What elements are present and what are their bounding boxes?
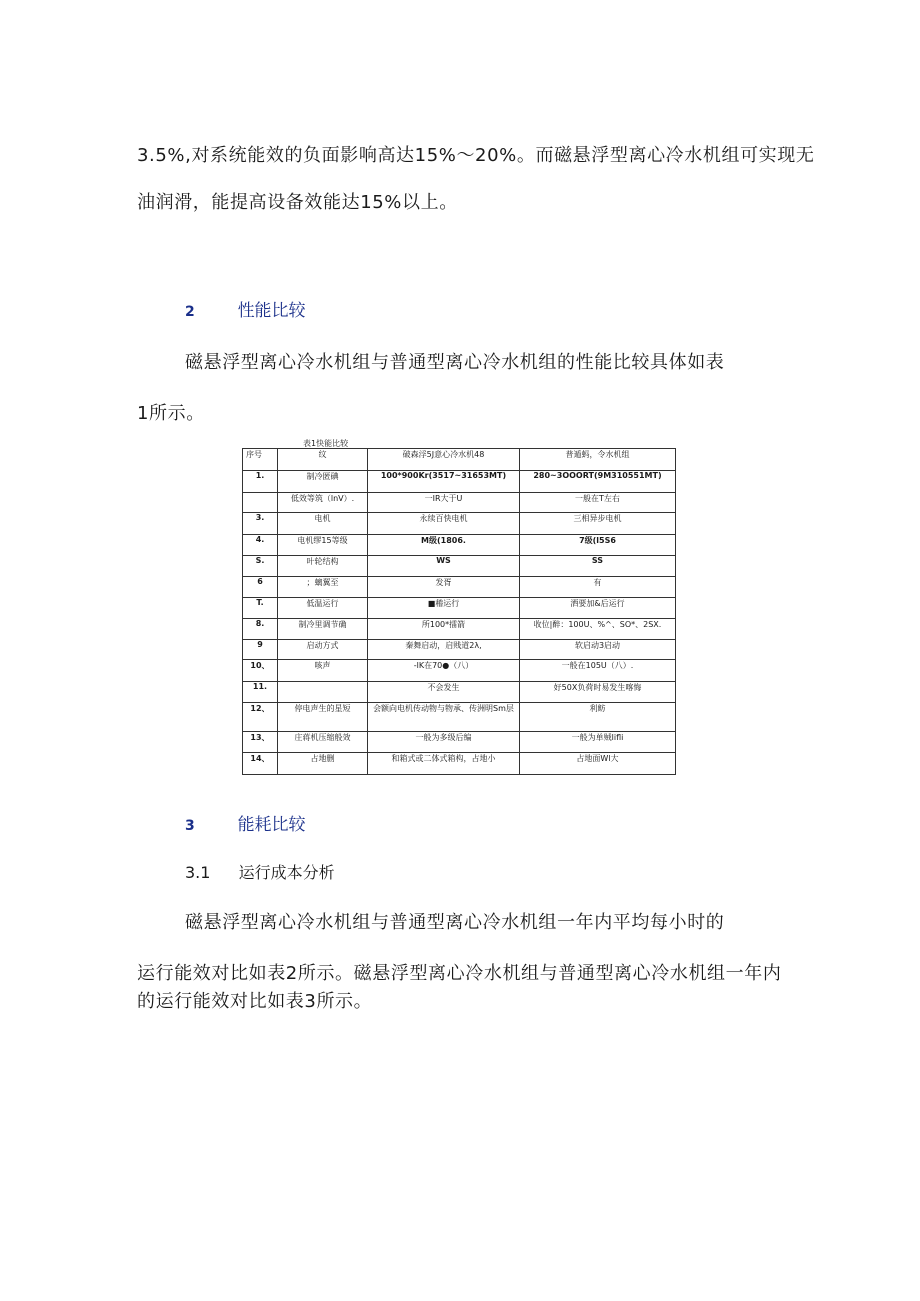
section-3-para-line-2: 运行能效对比如表2所示。磁悬浮型离心冷水机组与普通型离心冷水机组一年内 [137, 963, 782, 984]
table-cell: 软启动3启动 [520, 640, 676, 660]
table-cell: 秦舞启动，启贱道2λ, [368, 640, 520, 660]
table-cell: 10、 [243, 660, 278, 682]
table-cell: 4. [243, 535, 278, 556]
section-2-para-line-2: 1所示。 [137, 403, 205, 424]
table-row [243, 577, 676, 598]
subsection-number: 3.1 [185, 863, 211, 882]
section-number: 2 [185, 304, 195, 320]
section-2-para-line-1: 磁悬浮型离心冷水机组与普通型离心冷水机组的性能比较具体如表 [185, 352, 725, 373]
table-row [243, 640, 676, 660]
table-row [243, 471, 676, 493]
table-cell: 一般为多级后编 [368, 732, 520, 753]
table-cell: 制冷匿碘 [278, 471, 368, 493]
header-cell: 序号 [243, 449, 278, 471]
subsection-3-1-heading [185, 860, 335, 883]
table-row [243, 556, 676, 577]
section-2-heading [185, 296, 306, 321]
table-cell: 12、 [243, 703, 278, 732]
table-cell: 一般在T左右 [520, 493, 676, 513]
subsection-title: 运行成本分析 [238, 863, 335, 882]
table-cell: 7级(l5S6 [520, 535, 676, 556]
table-cell: 三相异步电机 [520, 513, 676, 535]
table-row [243, 732, 676, 753]
table-cell: 3. [243, 513, 278, 535]
table-row [243, 598, 676, 619]
table-cell: 咳声 [278, 660, 368, 682]
table-cell: -lK在70●（八） [368, 660, 520, 682]
table-cell: 不会发生 [368, 682, 520, 703]
table-cell: 9 [243, 640, 278, 660]
table-row [243, 535, 676, 556]
table-cell: 启动方式 [278, 640, 368, 660]
table-cell: 利鲂 [520, 703, 676, 732]
table-row [243, 619, 676, 640]
comparison-table [242, 448, 676, 775]
section-3-heading [185, 810, 306, 835]
table-cell: 100*900Kr(3517~31653MT) [368, 471, 520, 493]
table-cell [278, 682, 368, 703]
table-cell: 洒要加&后运行 [520, 598, 676, 619]
table-cell: 低效等筑（lnV）. [278, 493, 368, 513]
table-cell: 280~3OOORT(9M310551MT) [520, 471, 676, 493]
table-cell: 电机缪15等级 [278, 535, 368, 556]
table-row [243, 682, 676, 703]
table-cell: 发胥 [368, 577, 520, 598]
table-cell: 占地面Wl大 [520, 753, 676, 775]
table-header-row [243, 449, 676, 471]
table-cell: 14、 [243, 753, 278, 775]
table-cell: 低温运行 [278, 598, 368, 619]
table-cell: WS [368, 556, 520, 577]
table-cell: 11. [243, 682, 278, 703]
table-caption: 表1快能比较 [303, 439, 349, 448]
table-cell: 6 [243, 577, 278, 598]
table-cell [243, 493, 278, 513]
intro-line-2: 油润滑，能提高设备效能达15%以上。 [137, 192, 458, 213]
table-cell: SS [520, 556, 676, 577]
table-row [243, 513, 676, 535]
table-cell: 一般在105U（八）. [520, 660, 676, 682]
table-cell: 叶轮结构 [278, 556, 368, 577]
intro-line-1: 3.5%,对系统能效的负面影响高达15%～20%。而磁悬浮型离心冷水机组可实现无 [137, 145, 815, 166]
table-cell: 制冷里调节确 [278, 619, 368, 640]
section-title: 能耗比较 [237, 815, 306, 835]
table-cell: 和箱式或二体式箱构，占地小 [368, 753, 520, 775]
table-cell: 1. [243, 471, 278, 493]
table-cell: ■稽运行 [368, 598, 520, 619]
table-cell: S. [243, 556, 278, 577]
table-cell: 庄蒋机压缩般效 [278, 732, 368, 753]
section-number: 3 [185, 818, 195, 834]
table-cell: 8. [243, 619, 278, 640]
table-row [243, 493, 676, 513]
table-cell: 收位|醉：100U、%^、SO*、2SX. [520, 619, 676, 640]
table-cell: 永续百快电机 [368, 513, 520, 535]
table-cell: ；螭翼至 [278, 577, 368, 598]
table-cell: 一般为单贼lifli [520, 732, 676, 753]
table-cell: 停电声生的星短 [278, 703, 368, 732]
table-cell: 会额向电机传动物与物承、传洲明Sm层 [368, 703, 520, 732]
section-title: 性能比较 [237, 301, 306, 321]
table-cell: 好50X负荷时易发生喀悔 [520, 682, 676, 703]
table-cell: 一IR大于U [368, 493, 520, 513]
section-3-para-line-1: 磁悬浮型离心冷水机组与普通型离心冷水机组一年内平均每小时的 [185, 912, 725, 933]
table-row [243, 660, 676, 682]
table-cell: 有 [520, 577, 676, 598]
table-cell: T. [243, 598, 278, 619]
table-cell: 电机 [278, 513, 368, 535]
table-cell: 占地删 [278, 753, 368, 775]
table-cell: 所100*擂箭 [368, 619, 520, 640]
table-row [243, 703, 676, 732]
header-cell: 普遁蚂，令水机组 [520, 449, 676, 471]
table-cell: 13、 [243, 732, 278, 753]
table-row [243, 753, 676, 775]
table-cell: M级(1806. [368, 535, 520, 556]
header-cell: 纹 [278, 449, 368, 471]
header-cell: 破森浮5J意心冷水机48 [368, 449, 520, 471]
section-3-para-line-3: 的运行能效对比如表3所示。 [137, 991, 373, 1012]
table-body [243, 449, 676, 775]
